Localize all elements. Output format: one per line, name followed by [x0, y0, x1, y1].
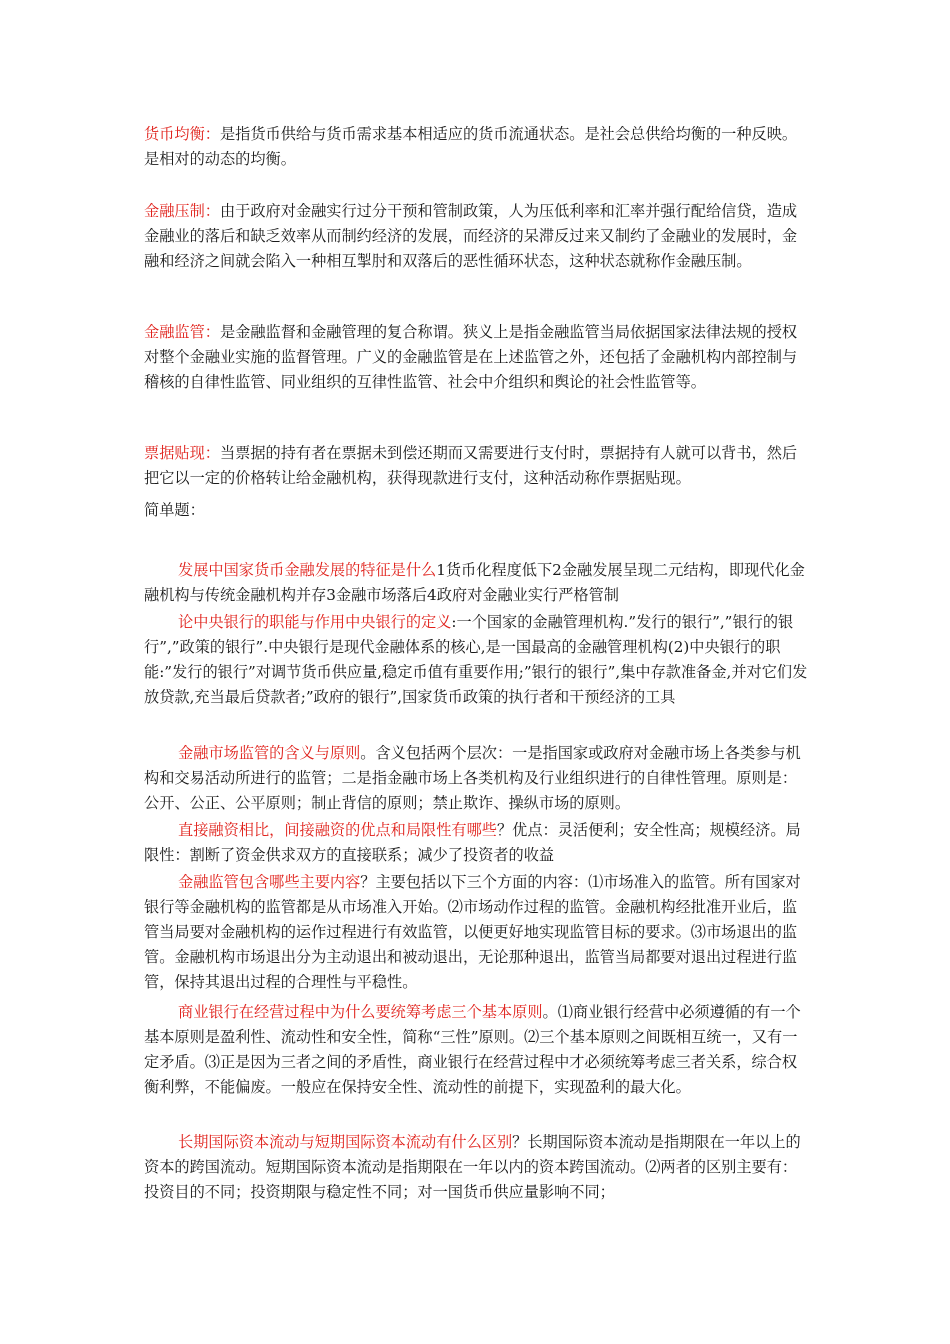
definition-paragraph [144, 199, 812, 274]
answer-text: :一个国家的金融管理机构.”发行的银行”,”银行的银行”,”政策的银行”.中央银行是现代金融体系的核心,是一国最高的金融管理机构(2)中央银行的职能:”发行的银行”对调节货币供应量,稳定币值有重要作用;”银行的银行”,集中存款准备金,并对它们发放贷款,充当最后贷款者;”政府的银行”,国家货币政策的执行者和干预经济的工具 [144, 613, 808, 706]
answer-paragraph [144, 558, 812, 608]
definition-paragraph [144, 441, 812, 491]
definition-separator: ： [204, 444, 220, 462]
answer-text: ？优点：灵活便利；安全性高；规模经济。局限性：割断了资金供求双方的直接联系；减少了投资者的收益 [144, 821, 801, 864]
definition-term: 货币均衡 [144, 125, 205, 143]
question-text: 论中央银行的职能与作用中央银行的定义 [178, 613, 452, 631]
definition-separator: ： [204, 202, 220, 220]
answer-paragraph [144, 610, 812, 710]
definition-term: 金融监管 [144, 323, 205, 341]
answer-text: 。⑴商业银行经营中必须遵循的有一个基本原则是盈利性、流动性和安全性，简称“三性”原则。⑵三个基本原则之间既相互统一，又有一定矛盾。⑶正是因为三者之间的矛盾性，商业银行在经营过程中才必须统筹考虑三者关系，综合权衡利弊，不能偏废。一般应在保持安全性、流动性的前提下，实现盈利的最大化。 [144, 1003, 801, 1096]
answer-paragraph [144, 1000, 812, 1100]
question-text: 金融监管包含哪些主要内容 [178, 873, 361, 891]
definition-text: 由于政府对金融实行过分干预和管制政策，人为压低利率和汇率并强行配给信贷，造成金融业的落后和缺乏效率从而制约经济的发展，而经济的呆滞反过来又制约了金融业的发展时，金融和经济之间就会陷入一种相互掣肘和双落后的恶性循环状态，这种状态就称作金融压制。 [144, 202, 798, 270]
definition-separator: ： [204, 125, 220, 143]
definition-paragraph [144, 320, 812, 395]
question-text: 直接融资相比，间接融资的优点和局限性有哪些 [178, 821, 497, 839]
answer-paragraph [144, 1130, 812, 1205]
answer-paragraph [144, 870, 812, 995]
definition-paragraph [144, 122, 812, 172]
question-text: 金融市场监管的含义与原则 [178, 744, 361, 762]
definition-term: 票据贴现 [144, 444, 205, 462]
answer-text: ？主要包括以下三个方面的内容：⑴市场准入的监管。所有国家对银行等金融机构的监管都是从市场准入开始。⑵市场动作过程的监管。金融机构经批准开业后，监管当局要对金融机构的运作过程进行有效监管，以便更好地实现监管目标的要求。⑶市场退出的监管。金融机构市场退出分为主动退出和被动退出，无论那种退出，监管当局都要对退出过程进行监管，保持其退出过程的合理性与平稳性。 [144, 873, 801, 991]
section-heading: 简单题： [144, 501, 205, 519]
definition-text: 是指货币供给与货币需求基本相适应的货币流通状态。是社会总供给均衡的一种反映。是相对的动态的均衡。 [144, 125, 798, 168]
question-text: 商业银行在经营过程中为什么要统筹考虑三个基本原则 [178, 1003, 543, 1021]
answer-text: 。含义包括两个层次：一是指国家或政府对金融市场上各类参与机构和交易活动所进行的监管；二是指金融市场上各类机构及行业组织进行的自律性管理。原则是：公开、公正、公平原则；制止背信的原则；禁止欺诈、操纵市场的原则。 [144, 744, 801, 812]
definition-term: 金融压制 [144, 202, 205, 220]
answer-text: ？长期国际资本流动是指期限在一年以上的资本的跨国流动。短期国际资本流动是指期限在一年以内的资本跨国流动。⑵两者的区别主要有：投资目的不同；投资期限与稳定性不同；对一国货币供应量影响不同； [144, 1133, 801, 1201]
answer-paragraph [144, 818, 812, 868]
definition-separator: ： [204, 323, 220, 341]
definition-text: 是金融监督和金融管理的复合称谓。狭义上是指金融监管当局依据国家法律法规的授权对整个金融业实施的监督管理。广义的金融监管是在上述监管之外，还包括了金融机构内部控制与稽核的自律性监管、同业组织的互律性监管、社会中介组织和舆论的社会性监管等。 [144, 323, 798, 391]
definition-text: 当票据的持有者在票据未到偿还期而又需要进行支付时，票据持有人就可以背书，然后把它以一定的价格转让给金融机构，获得现款进行支付，这种活动称作票据贴现。 [144, 444, 798, 487]
answer-paragraph [144, 741, 812, 816]
question-text: 发展中国家货币金融发展的特征是什么 [178, 561, 437, 579]
question-text: 长期国际资本流动与短期国际资本流动有什么区别 [178, 1133, 513, 1151]
answer-text: 1货币化程度低下2金融发展呈现二元结构，即现代化金融机构与传统金融机构并存3金融市场落后4政府对金融业实行严格管制 [144, 561, 805, 604]
